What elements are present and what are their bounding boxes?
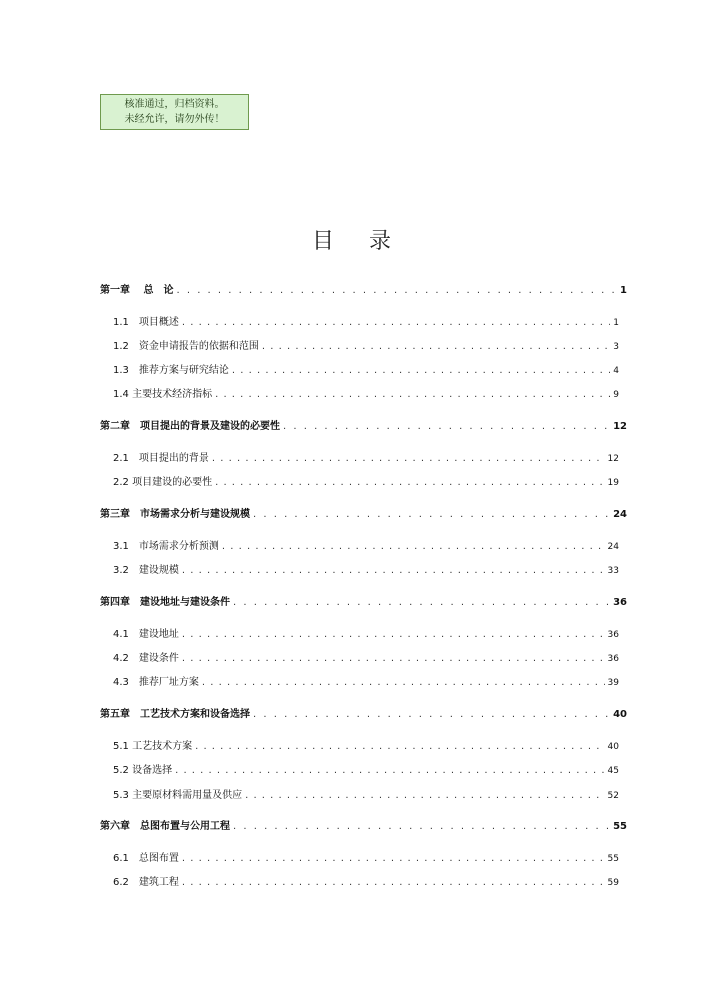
toc-entry-section[interactable]	[113, 564, 619, 578]
toc-entry-label: 第一章 总 论	[100, 285, 174, 296]
dot-leader	[182, 876, 605, 890]
dot-leader	[262, 340, 610, 354]
toc-entry-page: 12	[607, 454, 619, 464]
toc-entry-page: 24	[613, 509, 627, 520]
toc-entry-chapter[interactable]	[100, 284, 627, 298]
toc-entry-page: 39	[607, 678, 619, 688]
toc-entry-label: 第二章 项目提出的背景及建设的必要性	[100, 421, 280, 432]
toc-entry-label: 1.3 推荐方案与研究结论	[113, 365, 229, 376]
toc-entry-section[interactable]	[113, 364, 619, 378]
toc-entry-page: 4	[613, 366, 619, 376]
toc-entry-label: 4.2 建设条件	[113, 653, 179, 664]
dot-leader	[222, 540, 605, 554]
toc-entry-section[interactable]	[113, 388, 619, 402]
toc-entry-page: 40	[607, 742, 619, 752]
dot-leader	[215, 476, 604, 490]
toc-entry-label: 4.1 建设地址	[113, 629, 179, 640]
toc-entry-label: 5.3 主要原材料需用量及供应	[113, 790, 243, 801]
toc-entry-page: 55	[607, 854, 619, 864]
toc-title: 目 录	[312, 229, 405, 254]
toc-entry-label: 第六章 总图布置与公用工程	[100, 821, 230, 832]
toc-entry-page: 33	[607, 566, 619, 576]
toc-entry-section[interactable]	[113, 740, 619, 754]
dot-leader	[215, 388, 610, 402]
dot-leader	[202, 676, 605, 690]
dot-leader	[182, 652, 605, 666]
dot-leader	[182, 628, 605, 642]
toc-entry-section[interactable]	[113, 476, 619, 490]
toc-entry-label: 1.1 项目概述	[113, 317, 179, 328]
toc-entry-label: 第五章 工艺技术方案和设备选择	[100, 709, 250, 720]
dot-leader	[233, 596, 610, 610]
stamp-line-2: 未经允许，请勿外传！	[124, 114, 225, 125]
approval-stamp	[100, 94, 249, 130]
toc-entry-label: 2.2 项目建设的必要性	[113, 477, 213, 488]
toc-entry-section[interactable]	[113, 764, 619, 778]
toc-entry-label: 3.1 市场需求分析预测	[113, 541, 219, 552]
toc-entry-page: 40	[613, 709, 627, 720]
dot-leader	[182, 852, 605, 866]
toc-entry-page: 59	[607, 878, 619, 888]
dot-leader	[182, 316, 610, 330]
toc-entry-label: 6.1 总图布置	[113, 853, 179, 864]
toc-entry-chapter[interactable]	[100, 420, 627, 434]
dot-leader	[176, 284, 617, 298]
toc-entry-label: 6.2 建筑工程	[113, 877, 179, 888]
toc-entry-page: 24	[607, 542, 619, 552]
toc-entry-section[interactable]	[113, 452, 619, 466]
dot-leader	[212, 452, 605, 466]
dot-leader	[233, 820, 610, 834]
dot-leader	[175, 764, 604, 778]
toc-entry-section[interactable]	[113, 676, 619, 690]
toc-entry-section[interactable]	[113, 628, 619, 642]
dot-leader	[195, 740, 604, 754]
toc-entry-section[interactable]	[113, 852, 619, 866]
toc-entry-page: 3	[613, 342, 619, 352]
toc-entry-chapter[interactable]	[100, 708, 627, 722]
dot-leader	[245, 789, 604, 803]
toc-entry-page: 52	[607, 791, 619, 801]
toc-entry-label: 1.2 资金申请报告的依据和范围	[113, 341, 259, 352]
toc-entry-section[interactable]	[113, 652, 619, 666]
toc-entry-section[interactable]	[113, 316, 619, 330]
toc-entry-label: 5.2 设备选择	[113, 765, 173, 776]
toc-entry-label: 5.1 工艺技术方案	[113, 741, 193, 752]
toc-entry-chapter[interactable]	[100, 820, 627, 834]
stamp-line-1: 核准通过，归档资料。	[124, 99, 225, 110]
dot-leader	[253, 708, 610, 722]
toc-entry-chapter[interactable]	[100, 596, 627, 610]
toc-entry-section[interactable]	[113, 340, 619, 354]
dot-leader	[182, 564, 605, 578]
toc-entry-page: 1	[620, 285, 627, 296]
toc-entry-page: 12	[613, 421, 627, 432]
toc-entry-label: 第三章 市场需求分析与建设规模	[100, 509, 250, 520]
dot-leader	[283, 420, 610, 434]
toc-entry-label: 4.3 推荐厂址方案	[113, 677, 199, 688]
dot-leader	[253, 508, 610, 522]
toc-entry-page: 45	[607, 766, 619, 776]
toc-entry-section[interactable]	[113, 876, 619, 890]
toc-entry-page: 36	[613, 597, 627, 608]
toc-entry-section[interactable]	[113, 540, 619, 554]
toc-entry-chapter[interactable]	[100, 508, 627, 522]
dot-leader	[232, 364, 610, 378]
toc-entry-page: 55	[613, 821, 627, 832]
toc-entry-page: 36	[607, 654, 619, 664]
toc-entry-label: 2.1 项目提出的背景	[113, 453, 209, 464]
toc-entry-page: 36	[607, 630, 619, 640]
toc-entry-label: 1.4 主要技术经济指标	[113, 389, 213, 400]
toc-entry-page: 1	[613, 318, 619, 328]
toc-entry-page: 19	[607, 478, 619, 488]
toc-entry-label: 第四章 建设地址与建设条件	[100, 597, 230, 608]
toc-entry-section[interactable]	[113, 789, 619, 803]
toc-entry-page: 9	[613, 390, 619, 400]
toc-entry-label: 3.2 建设规模	[113, 565, 179, 576]
